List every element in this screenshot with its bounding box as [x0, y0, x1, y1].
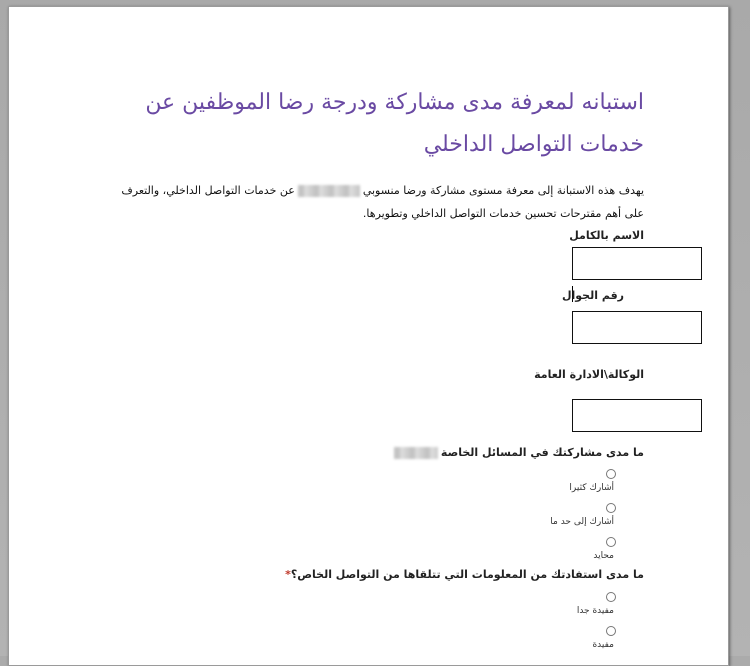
question-1-text: ما مدى مشاركتك في المسائل الخاصة	[440, 446, 644, 459]
q1-option-3-radio[interactable]	[606, 537, 616, 547]
agency-label: الوكالة\الادارة العامة	[534, 368, 644, 381]
q2-option-2-radio[interactable]	[606, 626, 616, 636]
question-2-label	[285, 568, 644, 581]
intro-text-part-1: يهدف هذه الاستبانة إلى معرفة مستوى مشاركة ورضا منسوبي	[362, 184, 644, 197]
full-name-label: الاسم بالكامل	[569, 229, 644, 242]
intro-paragraph-line-2: على أهم مقترحات تحسين خدمات التواصل الداخلي وتطويرها.	[362, 207, 644, 220]
mobile-label: رقم الجوال	[561, 289, 624, 302]
intro-text-part-2: عن خدمات التواصل الداخلي، والتعرف	[121, 184, 295, 197]
q2-option-1-radio[interactable]	[606, 592, 616, 602]
mobile-field[interactable]	[572, 311, 702, 344]
question-2-text: ما مدى استفادتك من المعلومات التي تتلقاها من التواصل الخاص؟	[290, 568, 644, 581]
question-1-label	[391, 446, 644, 459]
q1-option-1-radio[interactable]	[606, 469, 616, 479]
q1-option-1-label: أشارك كثيرا	[569, 483, 614, 493]
document-title-line-2: خدمات التواصل الداخلي	[423, 132, 644, 157]
q1-option-3-label: محايد	[593, 551, 614, 561]
q2-option-1-label: مفيدة جدا	[576, 606, 614, 616]
q1-option-2-radio[interactable]	[606, 503, 616, 513]
q2-option-2-label: مفيدة	[592, 640, 614, 650]
agency-field[interactable]	[572, 399, 702, 432]
redacted-organization-name	[298, 185, 360, 197]
document-title-line-1: استبانه لمعرفة مدى مشاركة ودرجة رضا الموظفين عن	[145, 90, 644, 115]
q1-option-2-label: أشارك إلى حد ما	[550, 517, 614, 527]
required-asterisk: *	[285, 568, 291, 581]
full-name-field[interactable]	[572, 247, 702, 280]
redacted-question-text	[394, 447, 438, 459]
intro-paragraph-line-1	[121, 184, 644, 197]
